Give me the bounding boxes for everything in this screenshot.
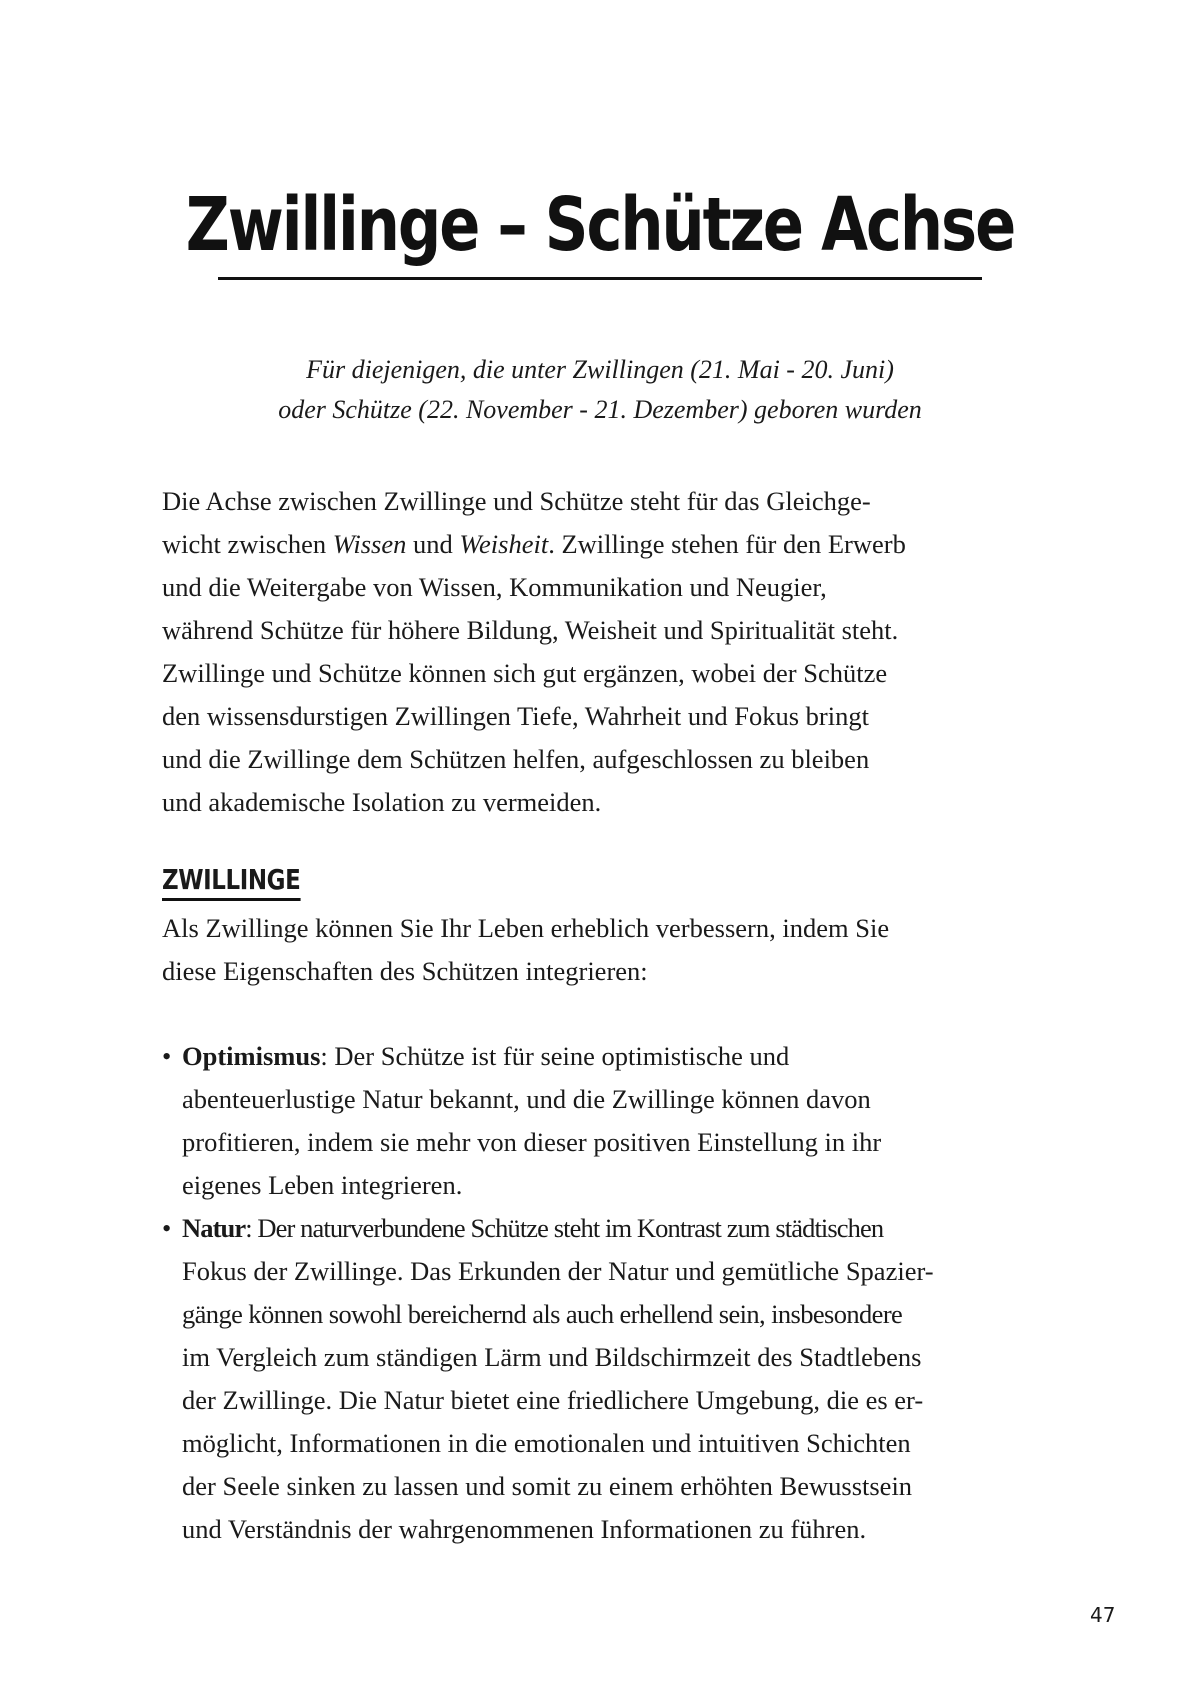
bullet-line: gänge können sowohl bereichernd als auch erhellend sein, insbesondere [182,1299,903,1329]
bullet-term: Natur [182,1213,246,1243]
bullet-item-optimismus [162,1035,1042,1207]
intro-line [162,523,1042,566]
subtitle [0,350,1200,430]
bullet-line: profitieren, indem sie mehr von dieser positiven Einstellung in ihr [182,1127,882,1157]
intro-line: und die Weitergabe von Wissen, Kommunikation und Neugier, [162,572,827,602]
bullet-line: eigenes Leben integrieren. [182,1170,463,1200]
intro-text: und [406,529,460,559]
intro-text: wicht zwischen [162,529,333,559]
bullet-text: : Der Schütze ist für seine optimistische und [320,1041,790,1071]
bullet-line: Fokus der Zwillinge. Das Erkunden der Natur und gemütliche Spazier- [182,1256,934,1286]
bullet-term: Optimismus [182,1041,321,1071]
section-intro-line: diese Eigenschaften des Schützen integrieren: [162,956,648,986]
section-intro [162,907,1042,993]
bullet-first-line [182,1207,1042,1250]
bullet-first-line [182,1035,1042,1078]
bullet-item-natur [162,1207,1042,1551]
subtitle-line: oder Schütze (22. November - 21. Dezember) geboren wurden [278,395,922,424]
subtitle-line: Für diejenigen, die unter Zwillingen (21. Mai - 20. Juni) [306,355,894,384]
title-underline [218,277,982,280]
bullet-text: : Der naturverbundene Schütze steht im Kontrast zum städtischen [245,1213,884,1243]
bullet-line: und Verständnis der wahrgenommenen Informationen zu führen. [182,1514,867,1544]
intro-line: und die Zwillinge dem Schützen helfen, aufgeschlossen zu bleiben [162,744,870,774]
section-intro-line: Als Zwillinge können Sie Ihr Leben erheblich verbessern, indem Sie [162,913,890,943]
section-heading: ZWILLINGE [162,862,300,901]
emphasis-weisheit: Weisheit [459,529,549,559]
intro-line: Die Achse zwischen Zwillinge und Schütze steht für das Gleichge- [162,486,871,516]
bullet-line: abenteuerlustige Natur bekannt, und die Zwillinge können davon [182,1084,871,1114]
intro-line: Zwillinge und Schütze können sich gut ergänzen, wobei der Schütze [162,658,888,688]
page-number: 47 [1090,1603,1116,1627]
intro-text: . Zwillinge stehen für den Erwerb [548,529,906,559]
emphasis-wissen: Wissen [332,529,407,559]
bullet-line: im Vergleich zum ständigen Lärm und Bildschirmzeit des Stadtlebens [182,1342,922,1372]
bullet-dot: • [162,1213,172,1243]
bullet-line: möglicht, Informationen in die emotionalen und intuitiven Schichten [182,1428,911,1458]
intro-line: und akademische Isolation zu vermeiden. [162,787,602,817]
bullet-dot: • [162,1041,172,1071]
intro-line: den wissensdurstigen Zwillingen Tiefe, Wahrheit und Fokus bringt [162,701,869,731]
intro-paragraph [162,480,1042,824]
page-title: Zwillinge – Schütze Achse [185,182,1015,268]
bullet-line: der Seele sinken zu lassen und somit zu einem erhöhten Bewusstsein [182,1471,913,1501]
intro-line: während Schütze für höhere Bildung, Weisheit und Spiritualität steht. [162,615,899,645]
bullet-list [162,1035,1042,1551]
bullet-line: der Zwillinge. Die Natur bietet eine friedlichere Umgebung, die es er- [182,1385,924,1415]
